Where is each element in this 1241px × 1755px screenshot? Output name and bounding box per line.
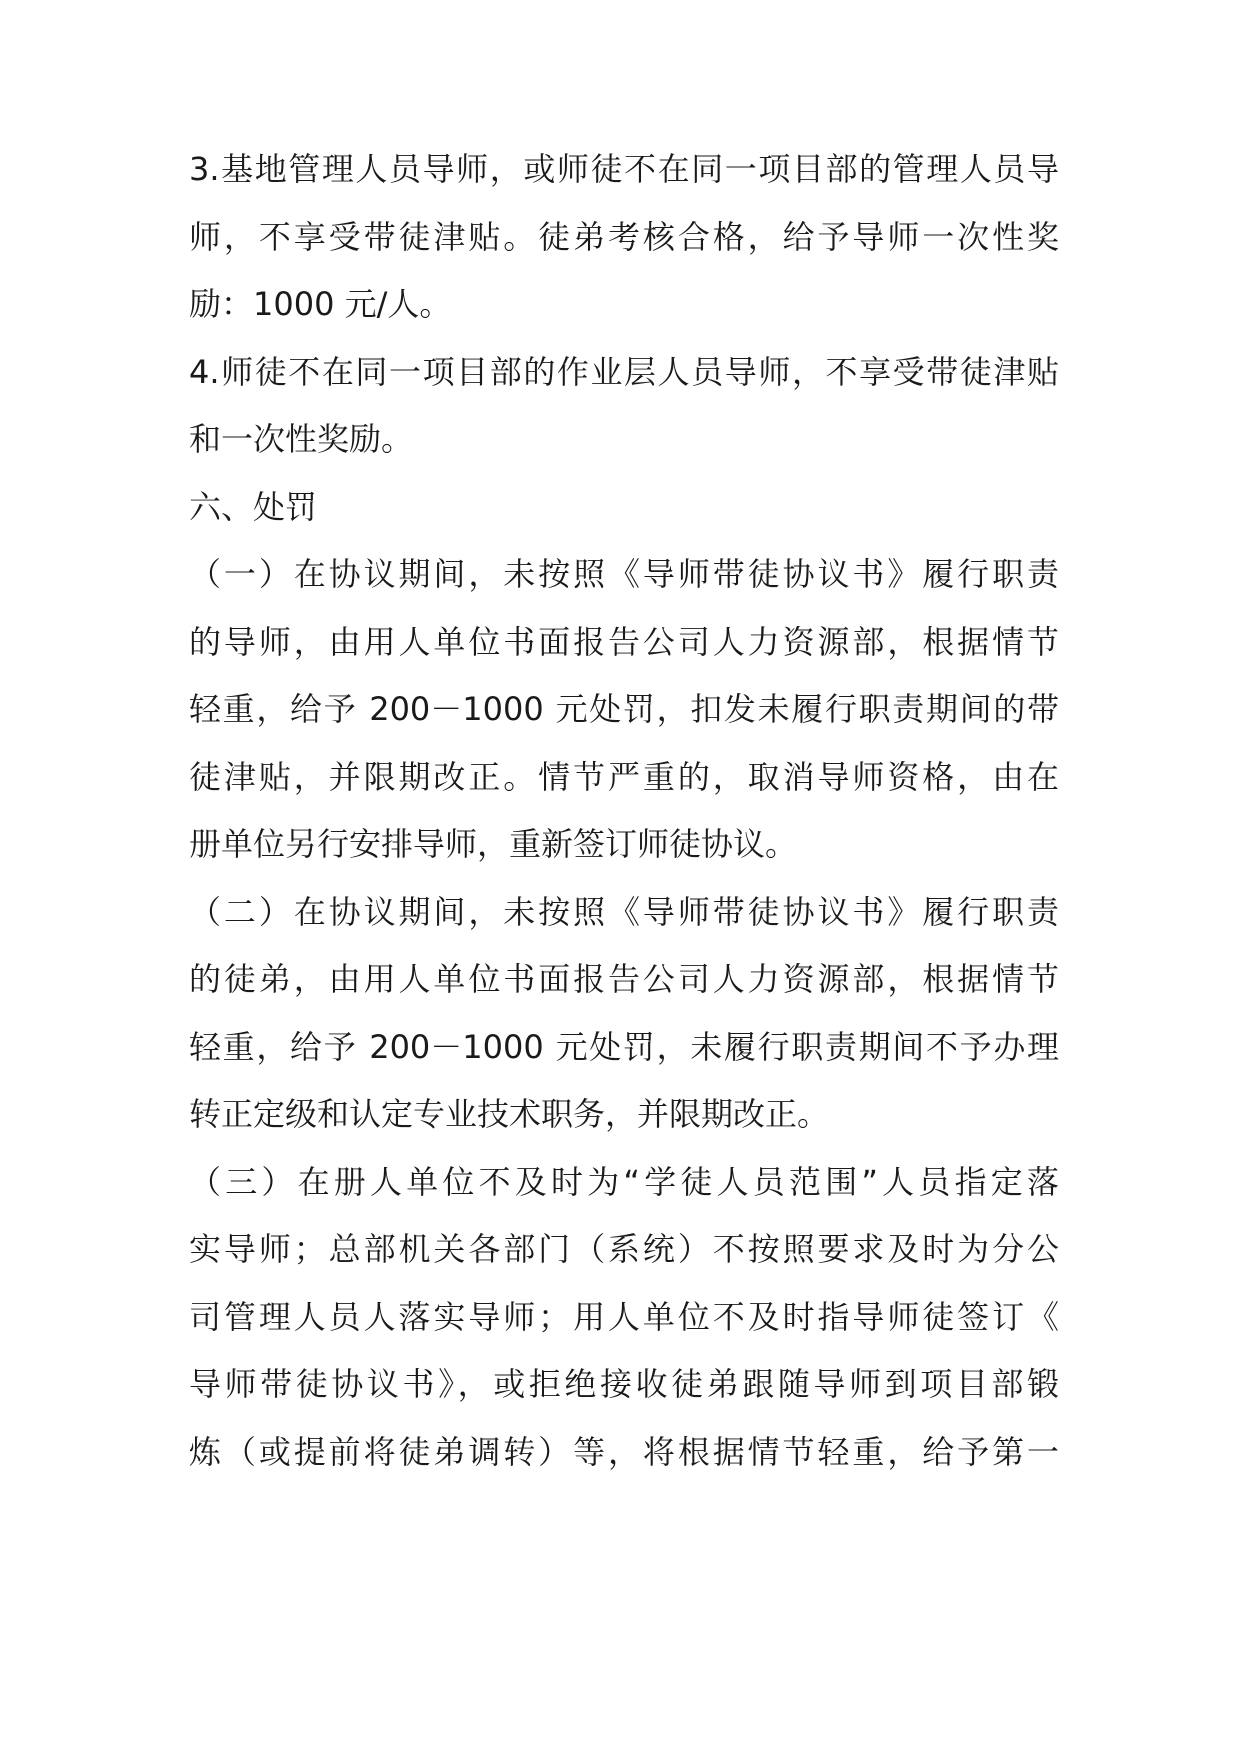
text-line: 炼（或提前将徒弟调转）等，将根据情节轻重，给予第一 — [189, 1432, 1059, 1471]
text-line: 3.基地管理人员导师，或师徒不在同一项目部的管理人员导 — [189, 150, 1059, 188]
text-line: 励：1000 元/人。 — [189, 285, 452, 323]
section-heading: 六、处罚 — [189, 487, 318, 526]
text-line: 导师带徒协议书》，或拒绝接收徒弟跟随导师到项目部锻 — [189, 1365, 1059, 1403]
text-line: 轻重，给予 200－1000 元处罚，未履行职责期间不予办理 — [189, 1027, 1059, 1066]
text-line: 册单位另行安排导师，重新签订师徒协议。 — [189, 825, 798, 863]
text-line: 的徒弟，由用人单位书面报告公司人力资源部，根据情节 — [189, 960, 1059, 998]
text-line: 轻重，给予 200－1000 元处罚，扣发未履行职责期间的带 — [189, 690, 1059, 728]
body-text — [189, 136, 1059, 1486]
text-line: 师，不享受带徒津贴。徒弟考核合格，给予导师一次性奖 — [189, 217, 1059, 256]
text-line: 的导师，由用人单位书面报告公司人力资源部，根据情节 — [189, 622, 1059, 661]
text-line: （三）在册人单位不及时为“学徒人员范围”人员指定落 — [189, 1162, 1059, 1201]
text-line: 和一次性奖励。 — [189, 420, 414, 458]
text-line: 徒津贴，并限期改正。情节严重的，取消导师资格，由在 — [189, 757, 1059, 796]
text-line: 司管理人员人落实导师；用人单位不及时指导师徒签订《 — [189, 1297, 1059, 1336]
text-line: （二）在协议期间，未按照《导师带徒协议书》履行职责 — [189, 892, 1059, 931]
text-line: （一）在协议期间，未按照《导师带徒协议书》履行职责 — [189, 555, 1059, 593]
text-line: 实导师；总部机关各部门（系统）不按照要求及时为分公 — [189, 1230, 1059, 1268]
text-line: 转正定级和认定专业技术职务，并限期改正。 — [189, 1095, 830, 1133]
text-line: 4.师徒不在同一项目部的作业层人员导师，不享受带徒津贴 — [189, 352, 1059, 391]
